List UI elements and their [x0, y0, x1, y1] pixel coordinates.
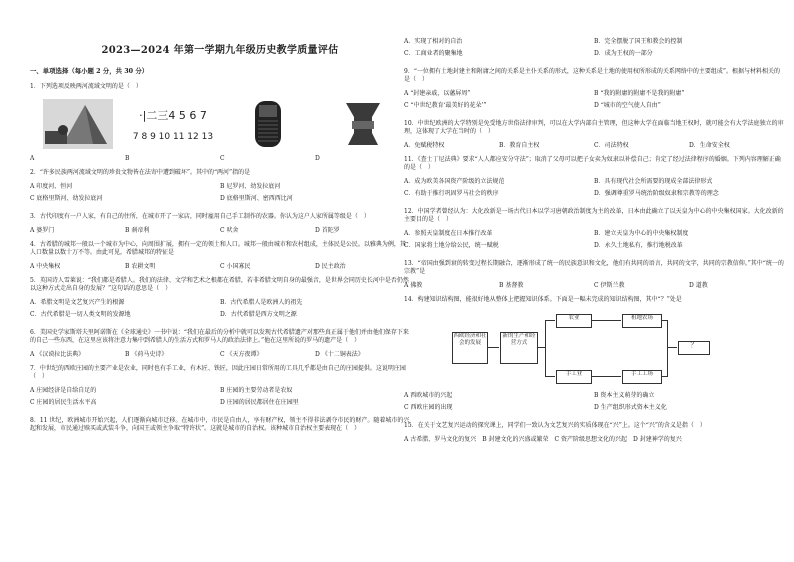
- q7-option-c[interactable]: C 庄园的居民生活水平高: [30, 399, 97, 406]
- question-10-options: [404, 142, 784, 150]
- question-14-options: [404, 392, 784, 416]
- question-13: 13．“帝国由强到衰的转变过程长期融合，逐渐形成了统一的民族意识和文化，他们有共同的语言，共同的文字，共同的宗教信仰。”其中“统一的宗教”是: [404, 260, 784, 275]
- q6-option-a[interactable]: A 《汉谟拉比法典》: [30, 351, 85, 358]
- diagram-connector: [545, 320, 555, 321]
- question-7-options: [30, 387, 410, 411]
- question-12-options: [404, 230, 784, 254]
- question-3-options: [30, 227, 410, 235]
- question-9-options: [404, 90, 784, 114]
- q13-option-b[interactable]: B 基督教: [499, 282, 524, 289]
- page-title: 2023—2024 年第一学期九年级历史教学质量评估: [101, 45, 339, 56]
- q13-option-c[interactable]: C 伊斯兰教: [594, 282, 625, 289]
- question-5-options: [30, 299, 410, 323]
- numerals-line-1: ·|二三4 5 6 7: [138, 109, 207, 122]
- left-column: [30, 0, 410, 439]
- q14-option-a[interactable]: A 西欧城市的兴起: [404, 392, 453, 399]
- question-10: 10．中世纪欧洲的大学特别是免受地方世俗法律审判，可以在大学内部自主管理，但这种大学在面临当地王权时，就可能会有大学法庭独立的审理，这体现了大学在当时的（ ）: [404, 120, 784, 135]
- q11-option-c[interactable]: C．有助于推行巩固罗马社会的秩序: [404, 190, 499, 197]
- q14-option-d[interactable]: D 生产组织形式资本主义化: [594, 404, 667, 411]
- diagram-box-handicraft: 手工业: [556, 370, 592, 384]
- q15-options-line[interactable]: A 古希腊、罗马文化的复兴 B 封建文化的兴盛或繁荣 C 资产阶级思想文化的兴起 D 封建神学的复兴: [404, 436, 682, 443]
- q5-option-b[interactable]: B．古代希腊人是欧洲人的祖先: [220, 299, 303, 306]
- q5-option-c[interactable]: C．古代希腊是一切人类文明的发源地: [30, 311, 131, 318]
- diagram-connector: [545, 320, 546, 376]
- question-13-options: [404, 282, 784, 290]
- diagram-connector: [537, 347, 545, 348]
- question-11-options: [404, 178, 784, 202]
- numerals-line-2: 7 8 9 10 11 12 13: [132, 132, 213, 142]
- question-6-options: [30, 351, 410, 359]
- question-1-options: [30, 155, 410, 163]
- q14-option-b[interactable]: B 资本主义萌芽的确立: [594, 392, 655, 399]
- question-8: 8．11 世纪，欧洲城市开始兴起，人们逐渐向城市迁移。在城市中，市民是自由人，享有财产权，领主不得非法剥夺市民的财产。随着城市的兴起和发展，市民通过赎买或武装斗争，向国王或领主争取“特许状”。这就是城市的自治权。该种城市自治权主要表现在（ ）: [30, 417, 410, 432]
- q10-option-b[interactable]: B．教育自主权: [499, 142, 540, 149]
- q12-option-b[interactable]: B．建立天皇为中心的中央集权制度: [594, 230, 689, 237]
- q10-option-d[interactable]: D．生命安全权: [689, 142, 730, 149]
- q2-option-b[interactable]: B 尼罗河、幼发拉底河: [220, 183, 281, 190]
- q9-option-c[interactable]: C “中世纪教育‘最美好的花朵’”: [404, 102, 487, 109]
- q4-option-c[interactable]: C 小国寡民: [220, 263, 251, 270]
- q13-option-a[interactable]: A 佛教: [404, 282, 423, 289]
- diagram-connector: [591, 376, 621, 377]
- q7-option-d[interactable]: D 庄园的居民都居住在庄园里: [220, 399, 299, 406]
- diagram-box-farm: 租地农场: [622, 314, 662, 328]
- q4-option-d[interactable]: D 民主政治: [315, 263, 346, 270]
- question-14: 14．构建知识结构图，能很好地从整体上把握知识体系。下面是一幅未完成的知识结构图，其中“？”处是: [404, 296, 682, 303]
- q1-option-d[interactable]: D: [315, 155, 320, 162]
- q3-option-b[interactable]: B 刹帝利: [125, 227, 150, 234]
- question-6: 6．美国史学家斯塔夫里阿诺斯在《全球通史》一书中说：“我们在最后的分析中就可以发现古代希腊遗产对那些真正属于他们并由他们保存下来的自己一些东西，在这里应该将注意力集中到希腊人的生活方式和罗马人的政治法律上。”他在这里所说的罗马的遗产是（ ）: [30, 329, 409, 344]
- question-3: 3．古代印度有一户人家，有自己的住所，在城市开了一家店，同时雇用自己手工制作的农器。你认为这户人家所属等级是（ ）: [30, 213, 370, 220]
- question-1-images: [30, 97, 410, 149]
- bronze-vessel-image: [328, 99, 398, 149]
- q2-option-d[interactable]: D 底格里斯河、密西西比河: [220, 195, 293, 202]
- q10-option-a[interactable]: A．免赋税特权: [404, 142, 445, 149]
- question-1: 1．下列选项反映两河流域文明的是（ ）: [30, 83, 142, 90]
- q9-option-d[interactable]: D “城市的空气使人自由”: [594, 102, 661, 109]
- q4-option-b[interactable]: B 农耕文明: [125, 263, 156, 270]
- question-5: 5．英国诗人雪莱说：“我们都是希腊人。我们的法律、文学和艺术之根都在希腊，若非希腊文明自身的最强音，是世界会同历史长河中是否仍然以这种方式走出自身的发展？”这句话的意思是（ ）: [30, 277, 409, 292]
- q3-option-d[interactable]: D 首陀罗: [315, 227, 340, 234]
- q11-option-b[interactable]: B．具有现代社会所需要的现成全部法律形式: [594, 178, 713, 185]
- diagram-box-economy: 西欧经济和社会的发展: [452, 332, 488, 364]
- q9-option-b[interactable]: B “我的附庸的附庸不是我的附庸”: [594, 90, 685, 97]
- diagram-box-workshop: 手工工场: [622, 370, 662, 384]
- diagram-box-agriculture: 农业: [556, 314, 592, 328]
- q2-option-a[interactable]: A 印度河、恒河: [30, 183, 73, 190]
- q4-option-a[interactable]: A 中央集权: [30, 263, 61, 270]
- diagram-box-unknown: ？: [678, 341, 710, 355]
- q9-option-a[interactable]: A “封建亲戚，以藩屏周”: [404, 90, 471, 97]
- pyramid-sphinx-image: [43, 99, 113, 149]
- right-column: [404, 0, 784, 450]
- question-7: 7．中世纪的西欧庄园的主要产业是农业，同时也有手工业，有木匠、铁匠，因此庄园日常所用的工具几乎都是由自己的庄园提供。这说明庄园（ ）: [30, 365, 406, 380]
- q6-option-b[interactable]: B 《荷马史诗》: [125, 351, 168, 358]
- stele-image: [233, 99, 303, 149]
- q1-option-a[interactable]: A: [30, 155, 35, 162]
- diagram-connector: [667, 320, 668, 377]
- question-4: 4．古希腊的城邦一般以一个城市为中心，向周围扩展，拥有一定的领土和人口。城邦一般由城市和农村组成，主体民是公民。以雅典为例，其人口数量以数十万不等。由此可见，希腊城邦的特征是: [30, 241, 406, 256]
- q3-option-a[interactable]: A 婆罗门: [30, 227, 55, 234]
- q13-option-d[interactable]: D 道教: [689, 282, 708, 289]
- question-9: 9．“一位拥有土地封建主和附庸之间的关系是主仆关系的形式，这种关系是土地的使用权所形成的关系网络中的主要组成”。根据与材料相关的是（ ）: [404, 68, 780, 83]
- section-heading: 一、单项选择（每小题 2 分，共 30 分）: [30, 67, 149, 75]
- q11-option-a[interactable]: A．成为欧美各国资产阶级的立法规范: [404, 178, 505, 185]
- q12-option-d[interactable]: D．永久土地私有，推行地税改革: [594, 242, 683, 249]
- question-4-options: [30, 263, 410, 271]
- q8-option-c[interactable]: C．工商业者的聚集地: [404, 50, 463, 57]
- q1-option-b[interactable]: B: [125, 155, 130, 162]
- q7-option-b[interactable]: B 庄园的主要劳动者是农奴: [220, 387, 293, 394]
- q8-option-d[interactable]: D．成为王权的一部分: [594, 50, 653, 57]
- q12-option-a[interactable]: A．参照天皇制度在日本推行改革: [404, 230, 493, 237]
- q8-option-b[interactable]: B．完全摆脱了国王和教会的控制: [594, 38, 683, 45]
- q7-option-a[interactable]: A 庄园经济是自给自足的: [30, 387, 97, 394]
- q5-option-d[interactable]: D．古代希腊是西方文明之源: [220, 311, 297, 318]
- q5-option-a[interactable]: A．希腊文明是文艺复兴产生的根源: [30, 299, 125, 306]
- diagram-connector: [667, 347, 677, 348]
- q14-option-c[interactable]: C 西欧庄园的出现: [404, 404, 453, 411]
- q11-option-d[interactable]: D．强调尊重罗马统治阶级奴隶和宗教等的理念: [594, 190, 719, 197]
- q2-option-c[interactable]: C 底格里斯河、幼发拉底河: [30, 195, 103, 202]
- question-8-options: [404, 38, 784, 62]
- q6-option-c[interactable]: C 《天方夜谭》: [220, 351, 263, 358]
- q8-option-a[interactable]: A．实现了相对的自治: [404, 38, 463, 45]
- question-15-options: [404, 436, 784, 444]
- diagram-connector: [545, 376, 555, 377]
- q12-option-c[interactable]: C．国家将土地分给公民，统一赋税: [404, 242, 499, 249]
- q1-option-c[interactable]: C: [220, 155, 225, 162]
- diagram-box-new-mode: 新的生产和经营方式: [500, 332, 538, 364]
- q6-option-d[interactable]: D 《十二铜表法》: [315, 351, 364, 358]
- q10-option-c[interactable]: C．司法特权: [594, 142, 629, 149]
- question-11: 11．《查士丁尼法典》要求“人人都应安分守法”；取消了父母可以把子女卖为奴隶以补偿自己；肯定了经过法律程序的婚姻。下列内容理解正确的是（ ）: [404, 156, 781, 171]
- question-2-options: [30, 183, 410, 207]
- numerals-image: [132, 99, 213, 149]
- q3-option-c[interactable]: C 吠舍: [220, 227, 239, 234]
- question-15: 15．在关于文艺复兴运动的探究课上，同学们一致认为文艺复兴的实质体现在“兴”上。这个“兴”的含义是指（ ）: [404, 422, 706, 429]
- question-12: 12．中国学者曾经认为：大化改新是一场古代日本以学习唐朝政治制度为主的改革，日本由此确立了以天皇为中心的中央集权国家。大化改新的主要目的是（ ）: [404, 208, 784, 223]
- diagram-connector: [487, 347, 499, 348]
- diagram-connector: [591, 320, 621, 321]
- question-2: 2．“许多民族两河流域文明的珍贵文物皆在法寄中遭到破坏”。其中的“两河”指的是: [30, 169, 251, 176]
- knowledge-structure-diagram: [404, 310, 784, 386]
